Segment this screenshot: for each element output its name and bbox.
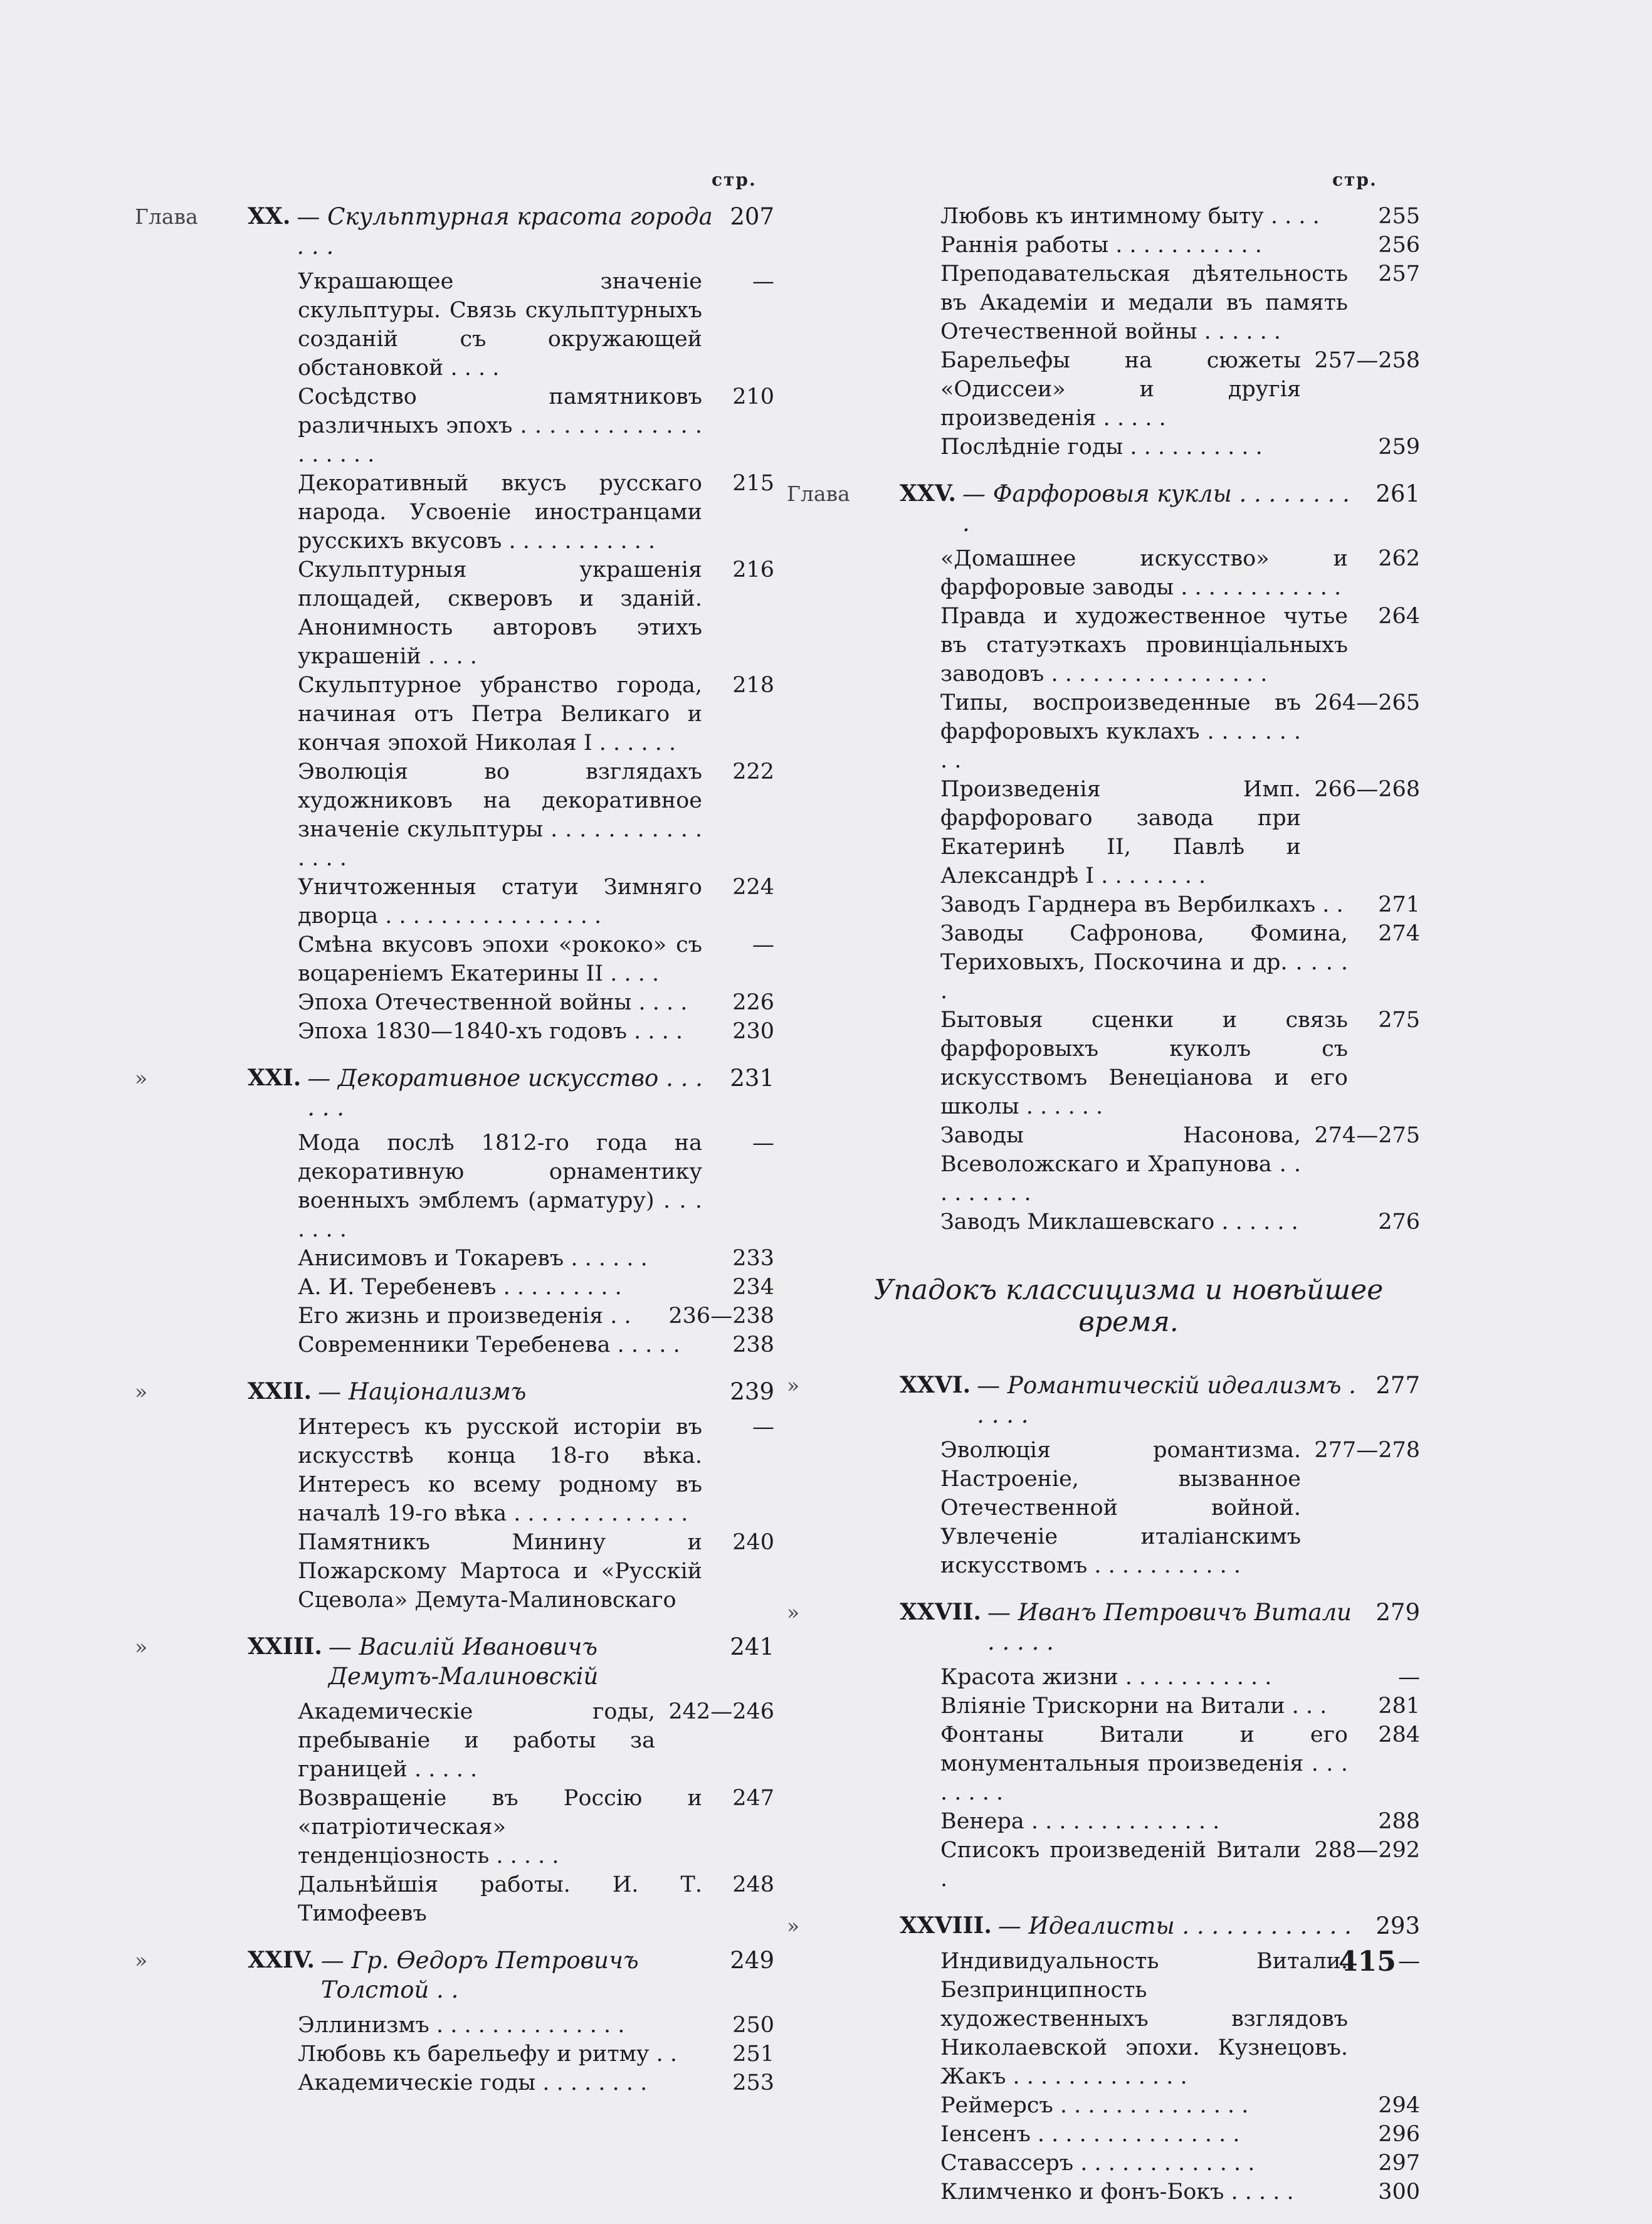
- entry-text: Памятникъ Минину и Пожарскому Мартоса и «Русскій Сцевола» Демута-Малиновскаго: [298, 1530, 702, 1613]
- chapter-heading: [135, 1063, 774, 1122]
- toc-entry: [298, 1129, 774, 1244]
- chapter-heading: [787, 1911, 1420, 1941]
- entry-text: Анисимовъ и Токаревъ . . . . . .: [298, 1246, 648, 1271]
- toc-entry: [298, 267, 774, 382]
- chapter-entries: [940, 1436, 1420, 1580]
- toc-entry: [940, 2178, 1420, 2206]
- entry-text: Возвращеніе въ Россію и «патріотическая» тенденціозность . . . . .: [298, 1786, 702, 1868]
- toc-entry: [298, 382, 774, 469]
- entry-text: Мода послѣ 1812-го года на декоративную орнаментику военныхъ эмблемъ (арматуру) . . . . . . .: [298, 1130, 702, 1242]
- chapter-entries: [940, 1947, 1420, 2206]
- entry-text: Заводы Насонова, Всеволожскаго и Храпунова . . . . . . . . .: [940, 1123, 1301, 1206]
- entry-page: —: [752, 932, 774, 957]
- toc-entry: [940, 2120, 1420, 2149]
- chapter-page: 293: [1376, 1912, 1420, 1939]
- chapter-heading: [787, 1371, 1420, 1430]
- chapter-prefix: »: [787, 1373, 800, 1398]
- entry-text: Типы, воспроизведенные въ фарфоровыхъ куклахъ . . . . . . . . .: [940, 690, 1301, 773]
- entry-text: Венера . . . . . . . . . . . . . .: [940, 1809, 1220, 1834]
- entry-page: 262: [1378, 546, 1420, 571]
- entry-text: Ставассеръ . . . . . . . . . . . . .: [940, 2151, 1255, 2176]
- toc-entry: [298, 930, 774, 988]
- toc-entry: [940, 919, 1420, 1006]
- entry-page: —: [1398, 1949, 1420, 1974]
- toc-entry: [940, 544, 1420, 602]
- entry-page: 275: [1378, 1008, 1420, 1033]
- chapter-number: XXII.: [248, 1378, 312, 1404]
- chapter: [135, 1632, 774, 1928]
- entry-page: 266—268: [1314, 777, 1420, 802]
- entry-page: 276: [1378, 1209, 1420, 1235]
- chapter-prefix: Глава: [787, 482, 850, 506]
- chapter-title: — Скульптурная красота города . . .: [297, 203, 713, 260]
- entry-page: 297: [1378, 2151, 1420, 2176]
- toc-entry: [940, 202, 1420, 231]
- chapter-title: — Иванъ Петровичъ Витали . . . . .: [987, 1599, 1352, 1655]
- entry-page: 230: [732, 1019, 774, 1044]
- entry-text: Эллинизмъ . . . . . . . . . . . . . .: [298, 2013, 625, 2038]
- toc-entry: [940, 346, 1420, 433]
- right-chapters-after-section: [787, 1371, 1420, 2206]
- toc-entry: [940, 231, 1420, 260]
- entry-page: 288—292: [1314, 1838, 1420, 1863]
- toc-entry: [940, 1836, 1420, 1894]
- chapter-prefix: »: [135, 1379, 148, 1404]
- chapter-continuation: [787, 202, 1420, 461]
- entry-text: А. И. Теребеневъ . . . . . . . . .: [298, 1275, 622, 1300]
- entry-page: 294: [1378, 2093, 1420, 2118]
- entry-page: 240: [732, 1530, 774, 1555]
- entry-page: 274: [1378, 921, 1420, 946]
- toc-entry: [298, 988, 774, 1017]
- entry-page: 259: [1378, 435, 1420, 460]
- toc-entry: [298, 1697, 774, 1784]
- entry-page: 255: [1378, 204, 1420, 229]
- chapter-number: XXVIII.: [900, 1912, 992, 1939]
- entry-text: Заводы Сафронова, Фомина, Териховыхъ, Поскочина и др. . . . . .: [940, 921, 1348, 1004]
- entry-page: 226: [732, 990, 774, 1015]
- chapter-heading: [787, 479, 1420, 538]
- entry-text: Любовь къ интимному быту . . . .: [940, 204, 1320, 229]
- toc-entry: [940, 602, 1420, 688]
- entry-page: 251: [732, 2042, 774, 2067]
- chapter-title: — Націонализмъ: [318, 1378, 527, 1405]
- toc-entry: [298, 1870, 774, 1928]
- entry-text: Бытовыя сценки и связь фарфоровыхъ куколъ съ искусствомъ Венеціанова и его школы . . . . . .: [940, 1008, 1348, 1119]
- right-chapter-list: [787, 202, 1420, 2224]
- chapter-heading: [135, 202, 774, 261]
- toc-entry: [940, 433, 1420, 461]
- chapter-entries: [298, 1129, 774, 1359]
- entry-text: Декоративный вкусъ русскаго народа. Усвоеніе иностранцами русскихъ вкусовъ . . . . . . . . . . .: [298, 471, 702, 554]
- entry-page: 247: [732, 1786, 774, 1811]
- chapter-entries: [298, 1697, 774, 1928]
- chapter: [787, 1911, 1420, 2206]
- chapter-number: XXVII.: [900, 1599, 982, 1625]
- entry-text: Красота жизни . . . . . . . . . . .: [940, 1665, 1272, 1690]
- entry-page: 218: [732, 673, 774, 698]
- entry-page: 242—246: [668, 1699, 774, 1724]
- toc-entry: [940, 1807, 1420, 1836]
- section-title: Упадокъ классицизма и новѣйшее время.: [873, 1274, 1384, 1338]
- toc-entry: [298, 1528, 774, 1615]
- chapter-heading: [135, 1377, 774, 1406]
- entry-text: Смѣна вкусовъ эпохи «рококо» съ воцареніемъ Екатерины II . . . .: [298, 932, 702, 986]
- entry-text: Современники Теребенева . . . . .: [298, 1332, 680, 1357]
- entry-text: Іенсенъ . . . . . . . . . . . . . . .: [940, 2122, 1240, 2147]
- toc-entry: [298, 1244, 774, 1273]
- chapter: [135, 202, 774, 1046]
- chapter-title: — Фарфоровыя куклы . . . . . . . . .: [962, 480, 1350, 537]
- page-column-label: стр.: [712, 169, 757, 190]
- chapter-prefix: »: [135, 1635, 148, 1659]
- chapter: [135, 1946, 774, 2097]
- entry-page: 215: [732, 471, 774, 496]
- entry-text: Сосѣдство памятниковъ различныхъ эпохъ . . . . . . . . . . . . . . . . . . .: [298, 384, 702, 467]
- chapter-page: 231: [730, 1065, 774, 1092]
- toc-entry: [940, 1006, 1420, 1121]
- entry-text: Скульптурное убранство города, начиная отъ Петра Великаго и кончая эпохой Николая I . . . . . .: [298, 673, 702, 756]
- entry-text: Произведенія Имп. фарфороваго завода при Екатеринѣ II, Павлѣ и Александрѣ I . . . . . . . .: [940, 777, 1301, 888]
- chapter-entries: [940, 1663, 1420, 1894]
- page-number: 415: [1339, 1946, 1396, 1978]
- entry-page: 264: [1378, 604, 1420, 629]
- right-chapters-before-section: [787, 479, 1420, 1236]
- entry-page: 271: [1378, 892, 1420, 917]
- chapter-number: XXVI.: [900, 1372, 971, 1398]
- chapter-prefix: »: [135, 1948, 148, 1973]
- entry-page: 257—258: [1314, 348, 1420, 373]
- entry-text: Списокъ произведеній Витали .: [940, 1838, 1301, 1892]
- toc-entry: [298, 556, 774, 671]
- entry-text: «Домашнее искусство» и фарфоровые заводы . . . . . . . . . . . .: [940, 546, 1348, 600]
- chapter-number: XXV.: [900, 480, 957, 507]
- entry-page: 234: [732, 1275, 774, 1300]
- entry-text: Барельефы на сюжеты «Одиссеи» и другія произведенія . . . . .: [940, 348, 1301, 431]
- entry-text: Дальнѣйшія работы. И. Т. Тимофеевъ: [298, 1872, 702, 1926]
- chapter-page: 239: [730, 1378, 774, 1405]
- chapter-title: — Романтическій идеализмъ . . . . .: [977, 1372, 1356, 1428]
- entry-text: Его жизнь и произведенія . .: [298, 1304, 631, 1329]
- chapter: [135, 1377, 774, 1615]
- entry-page: 256: [1378, 233, 1420, 258]
- toc-entry: [298, 757, 774, 873]
- chapter-number: XXIII.: [248, 1633, 322, 1660]
- toc-entry: [940, 1121, 1420, 1208]
- entry-page: 248: [732, 1872, 774, 1897]
- chapter-number: XXI.: [248, 1065, 302, 1091]
- toc-entry: [298, 671, 774, 757]
- chapter: [787, 479, 1420, 1236]
- toc-entry: [298, 2040, 774, 2069]
- chapter-prefix: »: [135, 1066, 148, 1090]
- chapter-entries: [298, 2011, 774, 2097]
- chapter-entries: [298, 267, 774, 1046]
- entry-page: 281: [1378, 1694, 1420, 1719]
- entry-page: 238: [732, 1332, 774, 1357]
- entry-page: 288: [1378, 1809, 1420, 1834]
- entry-text: Реймерсъ . . . . . . . . . . . . . .: [940, 2093, 1249, 2118]
- entry-page: —: [752, 269, 774, 294]
- entry-text: Эволюція романтизма. Настроеніе, вызванное Отечественной войной. Увлеченіе италіанскимъ искусствомъ . . . . . . . . . . .: [940, 1438, 1301, 1578]
- chapter-heading: [135, 1946, 774, 2005]
- toc-entry: [940, 688, 1420, 775]
- toc-entry: [940, 2149, 1420, 2178]
- toc-entry: [298, 1302, 774, 1331]
- entry-text: Академическіе годы, пребываніе и работы за границей . . . . .: [298, 1699, 655, 1782]
- entry-page: —: [752, 1130, 774, 1156]
- entry-text: Украшающее значеніе скульптуры. Связь скульптурныхъ созданій съ окружающей обстановкой . . . .: [298, 269, 702, 381]
- chapter-title: — Василій Ивановичъ Демутъ-Малиновскій: [328, 1633, 599, 1690]
- entry-page: 284: [1378, 1722, 1420, 1747]
- chapter-entries: [940, 544, 1420, 1236]
- toc-entry: [940, 890, 1420, 919]
- entry-text: Климченко и фонъ-Бокъ . . . . .: [940, 2179, 1294, 2205]
- toc-entry: [298, 873, 774, 930]
- toc-entry: [940, 1436, 1420, 1580]
- chapter-entries: [298, 1413, 774, 1615]
- toc-entry: [298, 1331, 774, 1359]
- chapter-page: 241: [730, 1633, 774, 1660]
- chapter-page: 279: [1376, 1599, 1420, 1626]
- toc-entry: [298, 469, 774, 556]
- chapter-prefix: »: [787, 1600, 800, 1625]
- entry-text: Индивидуальность Витали. Безпринципность художественныхъ взглядовъ Николаевской эпохи. Кузнецовъ. Жакъ . . . . . . . . . . . . .: [940, 1949, 1348, 2089]
- entry-page: 253: [732, 2070, 774, 2095]
- entry-page: 274—275: [1314, 1123, 1420, 1148]
- entry-text: Заводъ Гарднера въ Вербилкахъ . .: [940, 892, 1344, 917]
- left-chapter-list: [135, 202, 774, 2115]
- entry-page: 216: [732, 557, 774, 582]
- entry-page: —: [1398, 1665, 1420, 1690]
- chapter-number: XX.: [248, 203, 291, 229]
- entry-text: Любовь къ барельефу и ритму . .: [298, 2042, 678, 2067]
- entry-page: 264—265: [1314, 690, 1420, 715]
- page-column-label: стр.: [1332, 169, 1377, 190]
- toc-entry: [298, 2011, 774, 2040]
- chapter-prefix: »: [787, 1914, 800, 1938]
- entry-text: Уничтоженныя статуи Зимняго дворца . . . . . . . . . . . . . . . .: [298, 875, 702, 929]
- entry-page: 277—278: [1314, 1438, 1420, 1463]
- entry-text: Преподавательская дѣятельность въ Академіи и медали въ память Отечественной войны . . . . . .: [940, 261, 1348, 344]
- entry-page: 224: [732, 875, 774, 900]
- entry-text: Эпоха Отечественной войны . . . .: [298, 990, 688, 1015]
- entry-text: Фонтаны Витали и его монументальныя произведенія . . . . . . . .: [940, 1722, 1348, 1805]
- entry-text: Заводъ Миклашевскаго . . . . . .: [940, 1209, 1298, 1235]
- chapter-title: — Идеалисты . . . . . . . . . . . .: [997, 1912, 1352, 1939]
- chapter-heading: [135, 1632, 774, 1691]
- chapter: [787, 1371, 1420, 1580]
- entry-text: Раннія работы . . . . . . . . . . .: [940, 233, 1262, 258]
- entry-text: Скульптурныя украшенія площадей, скверовъ и зданій. Анонимность авторовъ этихъ украшеній . . . .: [298, 557, 702, 669]
- chapter: [787, 1598, 1420, 1894]
- entry-text: Академическіе годы . . . . . . . .: [298, 2070, 648, 2095]
- toc-entry: [940, 1692, 1420, 1721]
- entry-text: Вліяніе Трискорни на Витали . . .: [940, 1694, 1327, 1719]
- entry-page: 233: [732, 1246, 774, 1271]
- toc-entry: [298, 2069, 774, 2097]
- toc-entry: [298, 1273, 774, 1302]
- entry-page: 210: [732, 384, 774, 409]
- entry-text: Правда и художественное чутье въ статуэткахъ провинціальныхъ заводовъ . . . . . . . . . . . . . . . .: [940, 604, 1348, 687]
- chapter-page: 249: [730, 1947, 774, 1974]
- toc-entry: [940, 2091, 1420, 2120]
- entry-page: 222: [732, 759, 774, 784]
- entry-page: —: [752, 1415, 774, 1440]
- entry-page: 250: [732, 2013, 774, 2038]
- entry-page: 296: [1378, 2122, 1420, 2147]
- entry-page: 236—238: [668, 1304, 774, 1329]
- chapter-page: 277: [1376, 1372, 1420, 1399]
- entry-text: Послѣдніе годы . . . . . . . . . .: [940, 435, 1263, 460]
- entry-page: 300: [1378, 2179, 1420, 2205]
- chapter-number: XXIV.: [248, 1947, 315, 1973]
- entry-text: Интересъ къ русской исторіи въ искусствѣ конца 18-го вѣка. Интересъ ко всему родному въ началѣ 19-го вѣка . . . . . . . . . . . . .: [298, 1415, 702, 1526]
- entry-text: Эволюція во взглядахъ художниковъ на декоративное значеніе скульптуры . . . . . . . . . . . . . . .: [298, 759, 702, 871]
- chapter: [135, 1063, 774, 1359]
- toc-entry: [298, 1784, 774, 1870]
- toc-entry: [940, 1208, 1420, 1236]
- chapter-page: 207: [730, 203, 774, 230]
- toc-entry: [298, 1017, 774, 1046]
- toc-entry: [940, 1721, 1420, 1807]
- entry-text: Эпоха 1830—1840-хъ годовъ . . . .: [298, 1019, 683, 1044]
- chapter-title: — Гр. Ѳедоръ Петровичъ Толстой . .: [320, 1947, 639, 2003]
- entry-page: 257: [1378, 261, 1420, 287]
- chapter-prefix: Глава: [135, 204, 198, 229]
- continued-entries: [940, 202, 1420, 461]
- toc-entry: [298, 1413, 774, 1528]
- chapter-page: 261: [1376, 480, 1420, 507]
- toc-entry: [940, 260, 1420, 346]
- toc-entry: [940, 1663, 1420, 1692]
- chapter-title: — Декоративное искусство . . . . . .: [307, 1065, 703, 1121]
- chapter-heading: [787, 1598, 1420, 1657]
- toc-entry: [940, 775, 1420, 890]
